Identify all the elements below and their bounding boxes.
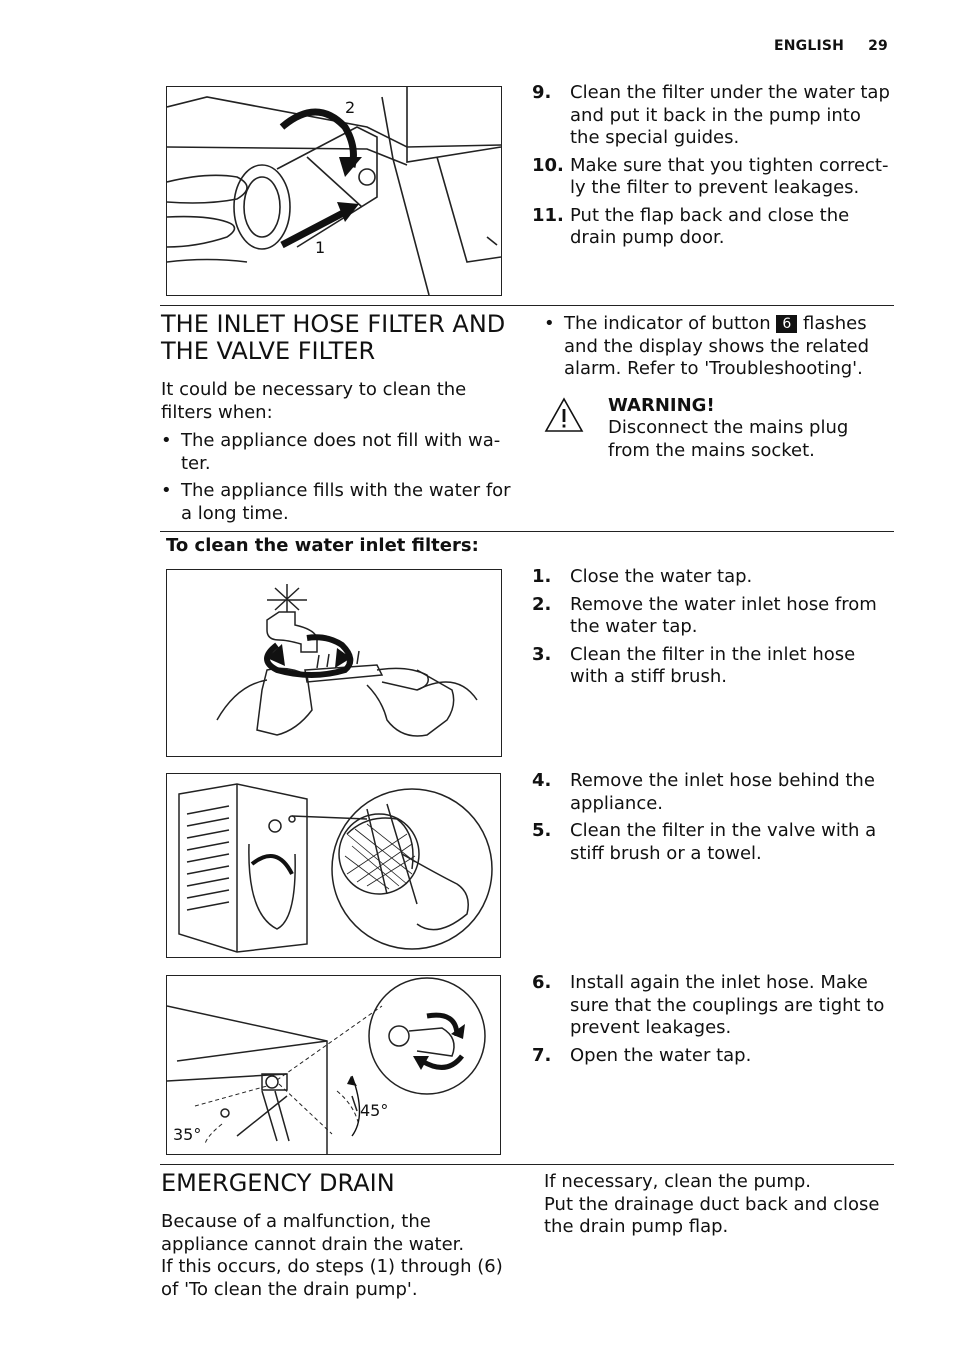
indicator-item <box>544 313 889 381</box>
divider <box>160 1164 894 1165</box>
reinstall-hose-illustration <box>167 976 500 1154</box>
condition-item: • The appliance does not fill with wa-ter. <box>161 430 521 475</box>
title-line-2: THE VALVE FILTER <box>161 337 376 365</box>
step-10 <box>532 155 892 200</box>
step-7 <box>532 1045 892 1068</box>
step-text: Close the water tap. <box>570 566 753 587</box>
steps-9-11 <box>532 82 892 255</box>
step-number: 10. <box>532 154 564 176</box>
step-5 <box>532 820 892 865</box>
figure-reinstall-hose <box>166 975 501 1155</box>
emergency-section-left <box>161 1170 521 1301</box>
figure-valve-filter <box>166 773 501 958</box>
angle-35-label: 35° <box>173 1125 202 1144</box>
indicator-text: The indicator of button <box>564 313 771 334</box>
step-number: 6. <box>532 972 552 993</box>
step-9 <box>532 82 892 150</box>
step-number: 4. <box>532 770 552 791</box>
step-number: 7. <box>532 1044 552 1066</box>
steps-6-7 <box>532 972 892 1072</box>
indicator-text-2: flashes and the display shows the related alarm. Refer to 'Troubleshooting'. <box>564 313 870 379</box>
step-text: Make sure that you tighten correct-ly the filter to prevent leakages. <box>570 154 889 198</box>
step-3 <box>532 644 892 689</box>
figure-tap-brush <box>166 569 502 757</box>
condition-list <box>161 430 521 525</box>
step-6 <box>532 972 892 1040</box>
label-2: 2 <box>345 98 356 117</box>
warning-box <box>544 395 889 463</box>
step-text: Clean the filter under the water tap and put it back in the pump into the special guides. <box>570 82 890 148</box>
label-1: 1 <box>315 238 326 257</box>
divider <box>160 531 894 532</box>
button-6-key: 6 <box>776 315 797 333</box>
step-number: 1. <box>532 566 552 587</box>
step-text: Install again the inlet hose. Make sure that the couplings are tight to prevent leakages. <box>570 972 885 1038</box>
divider <box>160 305 894 306</box>
emergency-para-2: If this occurs, do steps (1) through (6) of 'To clean the drain pump'. <box>161 1256 503 1300</box>
step-text: Put the flap back and close the drain pump door. <box>570 204 850 248</box>
emergency-right-2: Put the drainage duct back and close the drain pump flap. <box>544 1193 880 1237</box>
steps-1-3 <box>532 566 892 694</box>
inlet-section-right <box>544 313 889 462</box>
step-text: Remove the inlet hose behind the appliance. <box>570 770 875 814</box>
warning-title: WARNING! <box>608 394 715 416</box>
title-line-1: THE INLET HOSE FILTER AND <box>161 310 506 338</box>
page-number: 29 <box>868 38 888 54</box>
header-language: ENGLISH <box>774 38 845 54</box>
warning-icon <box>544 397 584 433</box>
emergency-section-right <box>544 1171 889 1239</box>
step-text: Clean the filter in the inlet hose with a stiff brush. <box>570 643 856 687</box>
inlet-section-left <box>161 311 521 530</box>
warning-text: Disconnect the mains plug from the mains socket. <box>608 417 849 461</box>
step-number: 3. <box>532 643 552 665</box>
intro-text: It could be necessary to clean the filters when: <box>161 379 467 423</box>
emergency-right-1: If necessary, clean the pump. <box>544 1171 812 1192</box>
condition-item: • The appliance fills with the water for a long time. <box>161 480 521 525</box>
figure-pump-filter <box>166 86 502 296</box>
step-text: Open the water tap. <box>570 1044 752 1066</box>
page-header <box>750 38 888 54</box>
step-text: Clean the filter in the valve with a stiff brush or a towel. <box>570 820 877 864</box>
tap-brush-illustration <box>167 570 501 756</box>
valve-filter-illustration <box>167 774 500 957</box>
angle-45-label: 45° <box>360 1101 389 1120</box>
step-11 <box>532 205 892 250</box>
clean-heading: To clean the water inlet filters: <box>166 535 479 556</box>
step-number: 9. <box>532 82 552 103</box>
step-1 <box>532 566 892 589</box>
step-2 <box>532 594 892 639</box>
steps-4-5 <box>532 770 892 870</box>
section-title <box>161 311 521 365</box>
step-number: 11. <box>532 204 564 226</box>
pump-filter-illustration <box>167 87 501 295</box>
step-text: Remove the water inlet hose from the water tap. <box>570 593 877 637</box>
emergency-title: EMERGENCY DRAIN <box>161 1169 395 1197</box>
indicator-list <box>544 313 889 381</box>
step-number: 5. <box>532 820 552 841</box>
step-4 <box>532 770 892 815</box>
step-number: 2. <box>532 593 552 615</box>
emergency-para-1: Because of a malfunction, the appliance cannot drain the water. <box>161 1211 465 1255</box>
